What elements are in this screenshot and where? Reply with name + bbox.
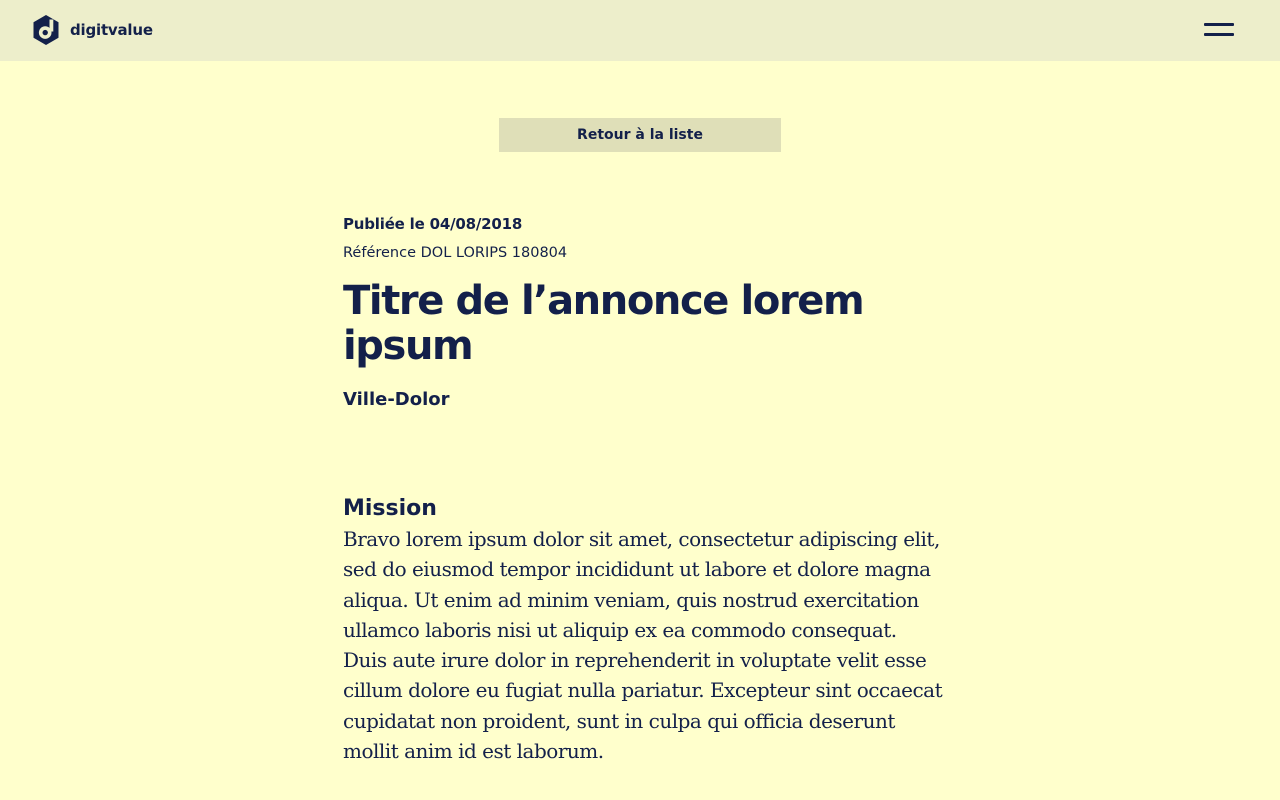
logo-link[interactable] <box>32 14 153 46</box>
reference-code: Référence DOL LORIPS 180804 <box>343 245 568 261</box>
published-date: Publiée le 04/08/2018 <box>343 215 523 233</box>
brand-name: digitvalue <box>70 21 153 39</box>
page-title: Titre de l’annonce lorem ipsum <box>343 278 864 369</box>
hamburger-menu-icon[interactable] <box>1200 18 1238 44</box>
job-offer-article <box>343 210 943 766</box>
digitvalue-logo-icon <box>32 14 60 46</box>
top-bar <box>0 0 1280 61</box>
job-location: Ville-Dolor <box>343 389 450 410</box>
back-to-list-button[interactable]: Retour à la liste <box>499 118 781 152</box>
mission-text: Bravo lorem ipsum dolor sit amet, consectetur adipiscing elit, sed do eiusmod tempor incididunt ut labore et dolore magna aliqua. Ut enim ad minim veniam, quis nostrud exercitation ullamco laboris nisi ut aliquip ex ea commodo consequat. Duis aute irure dolor in reprehenderit in voluptate velit esse cillum dolore eu fugiat nulla pariatur. Excepteur sint occaecat cupidatat non proident, sunt in culpa qui officia deserunt mollit anim id est laborum. <box>343 527 943 764</box>
mission-heading: Mission <box>343 496 437 521</box>
